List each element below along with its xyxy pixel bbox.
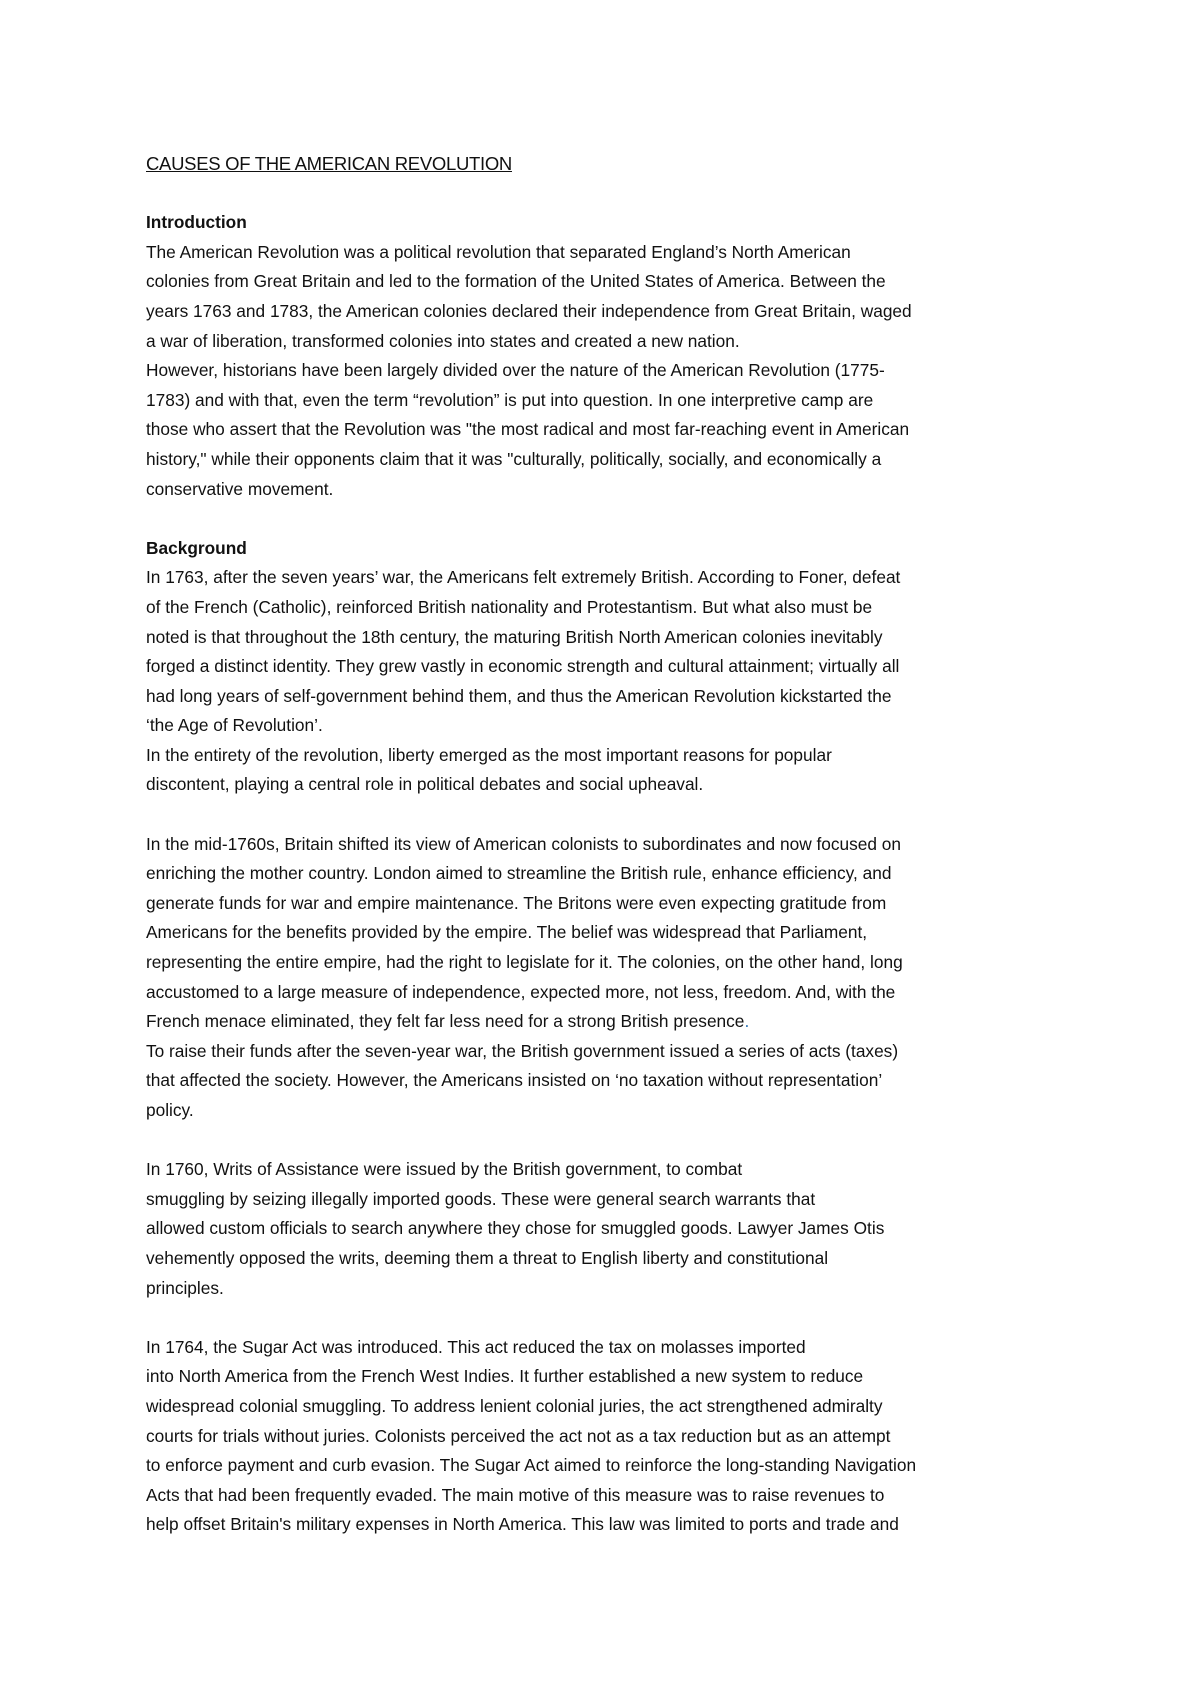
text-line: smuggling by seizing illegally imported goods. These were general search warrants that — [146, 1188, 816, 1209]
paragraph-taxation — [146, 1037, 1076, 1126]
text-line: a war of liberation, transformed colonies into states and created a new nation. — [146, 330, 740, 351]
text-segment: French menace eliminated, they felt far less need for a strong British presence — [146, 1011, 745, 1032]
text-line: generate funds for war and empire maintenance. The Britons were even expecting gratitude from — [146, 892, 887, 913]
paragraph-introduction-2 — [146, 356, 1076, 504]
paragraph-mid-1760s — [146, 830, 1076, 1037]
text-line: those who assert that the Revolution was "the most radical and most far-reaching event in American — [146, 419, 910, 440]
text-line: In 1760, Writs of Assistance were issued by the British government, to combat — [146, 1159, 743, 1180]
text-line: representing the entire empire, had the right to legislate for it. The colonies, on the other hand, long — [146, 952, 903, 973]
spacer — [146, 179, 1076, 209]
text-line: ‘the Age of Revolution’. — [146, 715, 323, 736]
text-line: had long years of self-government behind them, and thus the American Revolution kickstarted the — [146, 685, 892, 706]
text-line: vehemently opposed the writs, deeming them a threat to English liberty and constitutional — [146, 1247, 829, 1268]
document-title: CAUSES OF THE AMERICAN REVOLUTION — [146, 153, 512, 174]
text-line-with-accent — [146, 1007, 1076, 1037]
text-line: 1783) and with that, even the term “revolution” is put into question. In one interpretive camp are — [146, 389, 874, 410]
text-line: principles. — [146, 1277, 224, 1298]
section-heading-background: Background — [146, 537, 247, 558]
paragraph-background-2 — [146, 741, 1076, 800]
text-line: discontent, playing a central role in political debates and social upheaval. — [146, 774, 704, 795]
text-line: to enforce payment and curb evasion. The Sugar Act aimed to reinforce the long-standing Navigation — [146, 1455, 917, 1476]
paragraph-writs-of-assistance — [146, 1155, 1076, 1303]
accent-period: . — [744, 1011, 750, 1032]
section-heading-introduction: Introduction — [146, 212, 247, 233]
text-line: conservative movement. — [146, 478, 334, 499]
paragraph-background-1 — [146, 563, 1076, 741]
text-line: that affected the society. However, the Americans insisted on ‘no taxation without representation’ — [146, 1070, 883, 1091]
text-line: In the entirety of the revolution, liberty emerged as the most important reasons for popular — [146, 744, 832, 765]
text-line: However, historians have been largely divided over the nature of the American Revolution (1775- — [146, 360, 885, 381]
text-line: courts for trials without juries. Colonists perceived the act not as a tax reduction but as an attempt — [146, 1425, 891, 1446]
text-line: forged a distinct identity. They grew vastly in economic strength and cultural attainment; virtually all — [146, 656, 900, 677]
text-line: of the French (Catholic), reinforced British nationality and Protestantism. But what also must be — [146, 596, 873, 617]
text-line: Americans for the benefits provided by the empire. The belief was widespread that Parliament, — [146, 922, 868, 943]
spacer — [146, 1303, 1076, 1333]
text-line: help offset Britain's military expenses in North America. This law was limited to ports and trade and — [146, 1514, 899, 1535]
text-line: enriching the mother country. London aimed to streamline the British rule, enhance efficiency, and — [146, 863, 892, 884]
text-line: widespread colonial smuggling. To address lenient colonial juries, the act strengthened admiralty — [146, 1395, 883, 1416]
text-line: To raise their funds after the seven-year war, the British government issued a series of acts (taxes) — [146, 1040, 899, 1061]
text-line: history," while their opponents claim that it was "culturally, politically, socially, and economically a — [146, 448, 882, 469]
document-body — [146, 149, 1076, 1540]
text-line: policy. — [146, 1100, 194, 1120]
paragraph-sugar-act — [146, 1333, 1076, 1540]
text-line: years 1763 and 1783, the American colonies declared their independence from Great Britain, waged — [146, 300, 912, 321]
spacer — [146, 504, 1076, 534]
spacer — [146, 800, 1076, 830]
text-line: allowed custom officials to search anywhere they chose for smuggled goods. Lawyer James Otis — [146, 1218, 885, 1239]
text-line: accustomed to a large measure of independence, expected more, not less, freedom. And, with the — [146, 981, 896, 1002]
paragraph-introduction-1 — [146, 238, 1076, 356]
text-line: In the mid-1760s, Britain shifted its view of American colonists to subordinates and now focused on — [146, 833, 902, 854]
text-line: In 1764, the Sugar Act was introduced. This act reduced the tax on molasses imported — [146, 1336, 806, 1357]
text-line: colonies from Great Britain and led to the formation of the United States of America. Between the — [146, 271, 886, 292]
text-line: The American Revolution was a political revolution that separated England’s North American — [146, 241, 851, 262]
spacer — [146, 1126, 1076, 1156]
text-line: noted is that throughout the 18th century, the maturing British North American colonies inevitably — [146, 626, 883, 647]
text-line: Acts that had been frequently evaded. The main motive of this measure was to raise revenues to — [146, 1484, 885, 1505]
text-line: In 1763, after the seven years’ war, the Americans felt extremely British. According to Foner, defeat — [146, 567, 901, 588]
text-line: into North America from the French West Indies. It further established a new system to reduce — [146, 1366, 864, 1387]
